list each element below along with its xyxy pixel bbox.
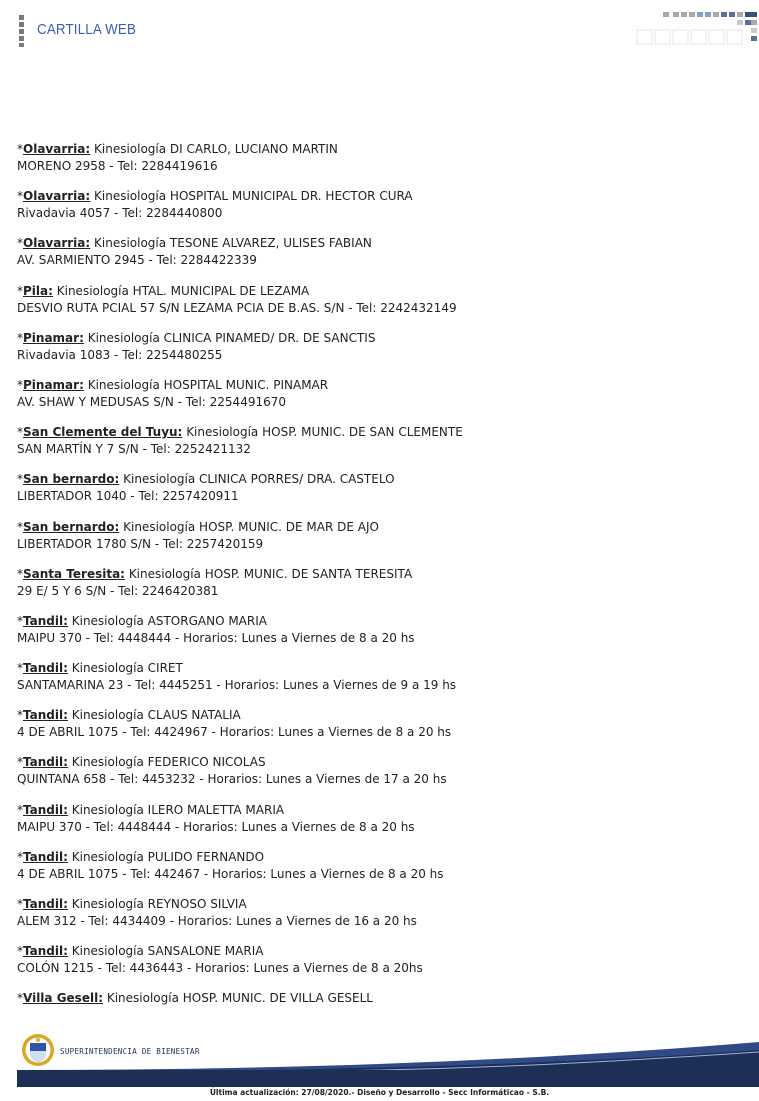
provider-address: SAN MARTÍN Y 7 S/N - Tel: 2252421132 — [17, 442, 251, 457]
city-name: San Clemente del Tuyu: — [23, 425, 183, 440]
provider-address: LIBERTADOR 1040 - Tel: 2257420911 — [17, 489, 239, 504]
entry-heading — [17, 424, 737, 441]
provider-address: DESVIO RUTA PCIAL 57 S/N LEZAMA PCIA DE B.AS. S/N - Tel: 2242432149 — [17, 300, 457, 315]
provider-address: LIBERTADOR 1780 S/N - Tel: 2257420159 — [17, 536, 264, 551]
city-name: Tandil: — [23, 708, 68, 723]
provider-name: Kinesiología HOSP. MUNIC. DE VILLA GESELL — [106, 991, 373, 1006]
provider-address: COLÓN 1215 - Tel: 4436443 - Horarios: Lunes a Viernes de 8 a 20hs — [17, 961, 423, 976]
footer-band — [17, 1070, 759, 1087]
list-item — [17, 849, 737, 896]
entry-heading — [17, 943, 737, 960]
city-name: Tandil: — [23, 802, 68, 817]
city-name: Tandil: — [23, 613, 68, 628]
list-item — [17, 943, 737, 990]
bullet-asterisk: * — [17, 849, 23, 864]
entry-heading — [17, 660, 737, 677]
last-update-text: Última actualización: 27/08/2020.- Diseño y Desarrollo - Secc Informáticao - S.B. — [209, 1088, 550, 1097]
list-item — [17, 613, 737, 660]
provider-name: Kinesiología HOSPITAL MUNIC. PINAMAR — [87, 377, 329, 392]
bullet-asterisk: * — [17, 661, 23, 676]
city-name: Olavarria: — [23, 236, 91, 251]
bullet-asterisk: * — [17, 283, 23, 298]
header-accent-bar — [19, 15, 24, 47]
list-item — [17, 471, 737, 518]
footer-wave-decoration — [17, 1040, 759, 1074]
city-name: Santa Teresita: — [23, 566, 125, 581]
provider-name: Kinesiología PULIDO FERNANDO — [71, 849, 265, 864]
provider-address: 29 E/ 5 Y 6 S/N - Tel: 2246420381 — [17, 583, 219, 598]
entry-heading — [17, 613, 737, 630]
city-name: Villa Gesell: — [23, 991, 103, 1006]
provider-address: 4 DE ABRIL 1075 - Tel: 4424967 - Horarios: Lunes a Viernes de 8 a 20 hs — [17, 725, 452, 740]
list-item — [17, 519, 737, 566]
entry-heading — [17, 707, 737, 724]
list-item — [17, 235, 737, 282]
entry-heading — [17, 330, 737, 347]
provider-name: Kinesiología HOSP. MUNIC. DE MAR DE AJO — [123, 519, 379, 534]
provider-name: Kinesiología REYNOSO SILVIA — [71, 897, 247, 911]
entry-heading — [17, 471, 737, 488]
bullet-asterisk: * — [17, 944, 23, 959]
list-item — [17, 896, 737, 943]
city-name: Tandil: — [23, 849, 68, 864]
bullet-asterisk: * — [17, 142, 23, 156]
entry-heading — [17, 519, 737, 536]
list-item — [17, 566, 737, 613]
provider-name: Kinesiología HOSP. MUNIC. DE SAN CLEMENTE — [186, 425, 463, 440]
list-item — [17, 283, 737, 330]
bullet-asterisk: * — [17, 897, 23, 911]
list-item — [17, 754, 737, 801]
provider-name: Kinesiología CLINICA PINAMED/ DR. DE SANCTIS — [87, 330, 376, 345]
entry-heading — [17, 235, 737, 252]
bullet-asterisk: * — [17, 755, 23, 770]
entry-heading — [17, 566, 737, 583]
list-item — [17, 424, 737, 471]
list-item — [17, 377, 737, 424]
provider-address: QUINTANA 658 - Tel: 4453232 - Horarios: Lunes a Viernes de 17 a 20 hs — [17, 772, 447, 787]
provider-name: Kinesiología ILERO MALETTA MARIA — [71, 802, 285, 817]
provider-name: Kinesiología CLAUS NATALIA — [71, 708, 241, 723]
provider-name: Kinesiología TESONE ALVAREZ, ULISES FABIAN — [94, 236, 372, 251]
entry-heading — [17, 188, 737, 205]
provider-address: Rivadavia 1083 - Tel: 2254480255 — [17, 347, 223, 362]
bullet-asterisk: * — [17, 566, 23, 581]
provider-address: Rivadavia 4057 - Tel: 2284440800 — [17, 206, 223, 221]
bullet-asterisk: * — [17, 991, 23, 1006]
bullet-asterisk: * — [17, 613, 23, 628]
provider-name: Kinesiología DI CARLO, LUCIANO MARTIN — [94, 142, 338, 156]
provider-address: MAIPU 370 - Tel: 4448444 - Horarios: Lunes a Viernes de 8 a 20 hs — [17, 630, 415, 645]
city-name: Pinamar: — [23, 377, 84, 392]
provider-address: MAIPU 370 - Tel: 4448444 - Horarios: Lunes a Viernes de 8 a 20 hs — [17, 819, 415, 834]
entry-heading — [17, 141, 737, 158]
list-item — [17, 707, 737, 754]
list-item — [17, 330, 737, 377]
city-name: Pila: — [23, 283, 53, 298]
city-name: Tandil: — [23, 897, 68, 911]
entry-heading — [17, 283, 737, 300]
entry-heading — [17, 754, 737, 771]
bullet-asterisk: * — [17, 236, 23, 251]
provider-name: Kinesiología HTAL. MUNICIPAL DE LEZAMA — [56, 283, 310, 298]
list-item — [17, 141, 737, 188]
provider-address: AV. SARMIENTO 2945 - Tel: 2284422339 — [17, 253, 257, 268]
list-item — [17, 802, 737, 849]
provider-name: Kinesiología HOSP. MUNIC. DE SANTA TERESITA — [128, 566, 413, 581]
city-name: Pinamar: — [23, 330, 84, 345]
provider-list — [17, 141, 737, 1038]
city-name: San bernardo: — [23, 472, 120, 487]
pixel-pattern-icon — [634, 10, 759, 48]
entry-heading — [17, 849, 737, 866]
page-title: CARTILLA WEB — [37, 22, 137, 38]
provider-name: Kinesiología ASTORGANO MARIA — [71, 613, 267, 628]
coat-of-arms-icon — [21, 1033, 55, 1067]
provider-address: SANTAMARINA 23 - Tel: 4445251 - Horarios: Lunes a Viernes de 9 a 19 hs — [17, 678, 457, 693]
bullet-asterisk: * — [17, 519, 23, 534]
bullet-asterisk: * — [17, 708, 23, 723]
city-name: Olavarria: — [23, 189, 91, 204]
city-name: Olavarria: — [23, 142, 91, 156]
bullet-asterisk: * — [17, 425, 23, 440]
provider-address: ALEM 312 - Tel: 4434409 - Horarios: Lunes a Viernes de 16 a 20 hs — [17, 914, 417, 928]
entry-heading — [17, 990, 737, 1007]
city-name: Tandil: — [23, 755, 68, 770]
provider-address: MORENO 2958 - Tel: 2284419616 — [17, 159, 218, 173]
provider-address: 4 DE ABRIL 1075 - Tel: 442467 - Horarios: Lunes a Viernes de 8 a 20 hs — [17, 866, 444, 881]
provider-name: Kinesiología CIRET — [71, 661, 183, 676]
page-footer — [0, 1030, 759, 1101]
bullet-asterisk: * — [17, 330, 23, 345]
provider-address: AV. SHAW Y MEDUSAS S/N - Tel: 2254491670 — [17, 394, 286, 409]
city-name: Tandil: — [23, 944, 68, 959]
entry-heading — [17, 896, 737, 913]
page-header — [0, 0, 759, 60]
city-name: Tandil: — [23, 661, 68, 676]
bullet-asterisk: * — [17, 472, 23, 487]
provider-name: Kinesiología HOSPITAL MUNICIPAL DR. HECTOR CURA — [94, 189, 413, 204]
organization-name: SUPERINTENDENCIA DE BIENESTAR — [60, 1047, 200, 1056]
bullet-asterisk: * — [17, 377, 23, 392]
bullet-asterisk: * — [17, 189, 23, 204]
bullet-asterisk: * — [17, 802, 23, 817]
provider-name: Kinesiología SANSALONE MARIA — [71, 944, 264, 959]
provider-name: Kinesiología CLINICA PORRES/ DRA. CASTELO — [123, 472, 395, 487]
provider-name: Kinesiología FEDERICO NICOLAS — [71, 755, 266, 770]
entry-heading — [17, 802, 737, 819]
entry-heading — [17, 377, 737, 394]
list-item — [17, 188, 737, 235]
city-name: San bernardo: — [23, 519, 120, 534]
list-item — [17, 660, 737, 707]
